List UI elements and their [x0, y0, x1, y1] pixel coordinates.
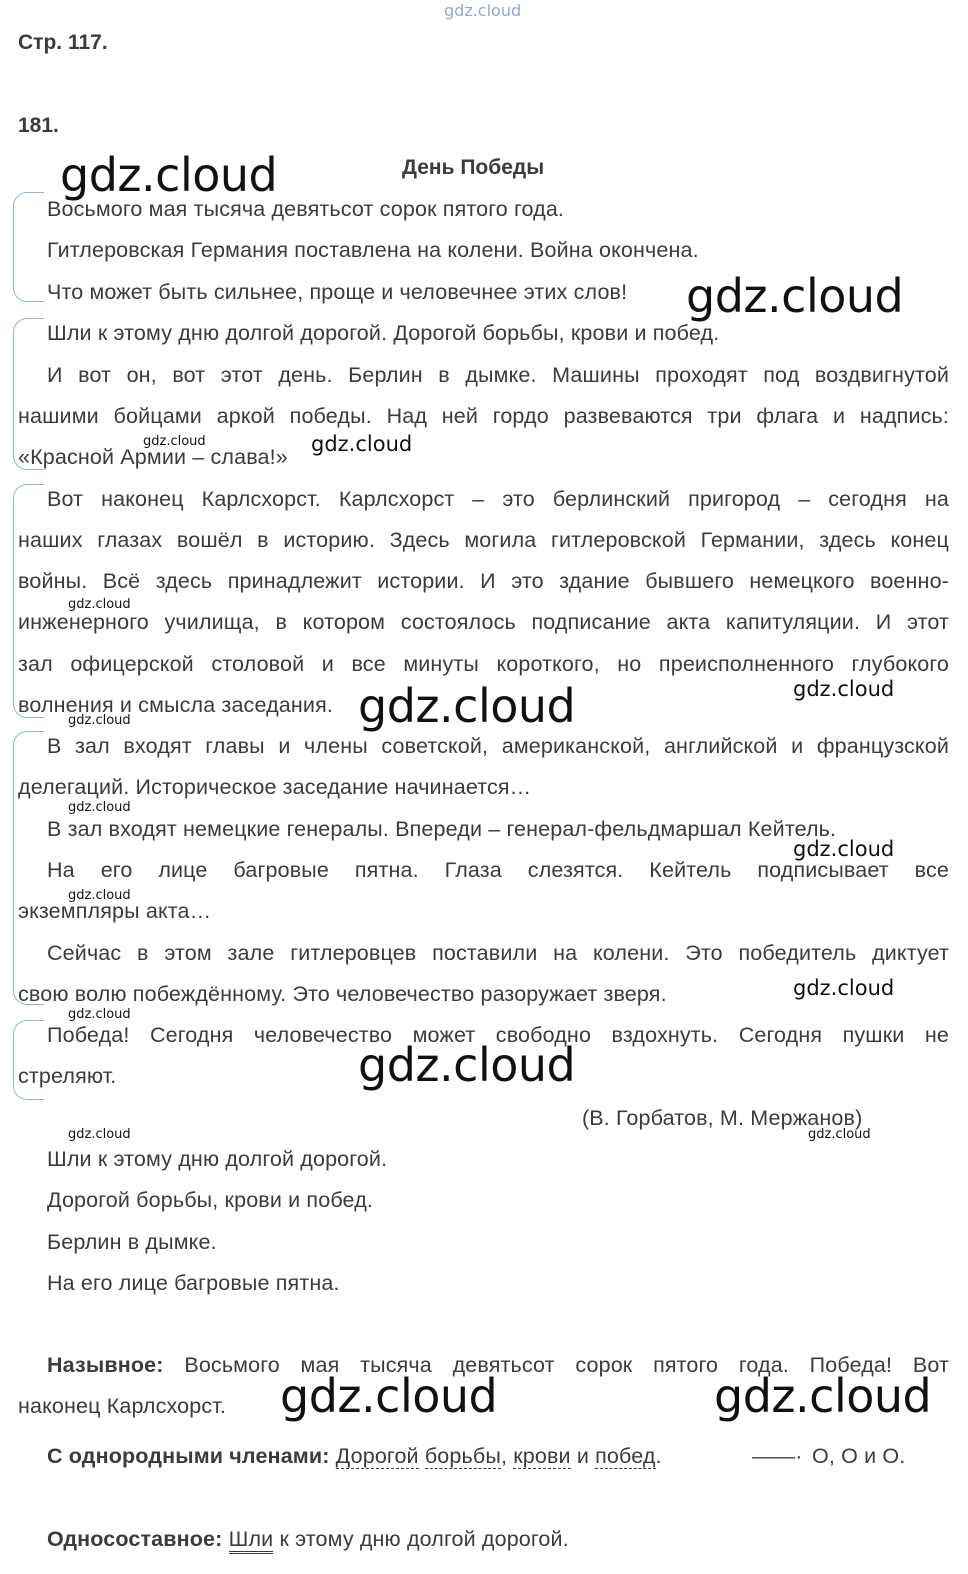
watermark: gdz.cloud — [60, 148, 278, 202]
top-watermark: gdz.cloud — [444, 1, 522, 20]
homogeneous-word: побед — [595, 1444, 656, 1468]
homogeneous-word: Дорогой — [335, 1444, 419, 1468]
watermark: gdz.cloud — [68, 597, 131, 612]
example-sentence: Берлин в дымке. — [47, 1230, 217, 1254]
watermark: gdz.cloud — [358, 1038, 576, 1092]
page-label: Стр. 117. — [18, 31, 108, 54]
watermark: gdz.cloud — [280, 1369, 498, 1423]
text-title: День Победы — [402, 156, 545, 179]
nominal-text-continued: наконец Карлсхорст. — [18, 1394, 227, 1418]
text-line: стреляют. — [18, 1064, 117, 1088]
predicate: Шли — [229, 1527, 274, 1554]
watermark: gdz.cloud — [686, 269, 904, 323]
nominal-text: Восьмого мая тысяча девятьсот сорок пятого года. Победа! Вот — [184, 1353, 949, 1377]
watermark: gdz.cloud — [311, 432, 413, 456]
text-line: «Красной Армии – слава!» — [18, 445, 288, 469]
text-line: зал офицерской столовой и все минуты короткого, но преисполненного глубокого — [18, 652, 949, 676]
text-line: наших глазах вошёл в историю. Здесь могила гитлеровской Германии, здесь конец — [18, 528, 949, 552]
paragraph-bracket — [13, 192, 44, 302]
watermark: gdz.cloud — [793, 837, 895, 861]
watermark: gdz.cloud — [68, 800, 131, 815]
text-line: Что может быть сильнее, проще и человечнее этих слов! — [47, 280, 628, 304]
conjunction: и — [576, 1444, 590, 1468]
text-line: волнения и смысла заседания. — [18, 693, 333, 717]
homogeneous-label: С однородными членами: — [47, 1444, 330, 1468]
text-line: экземпляры акта… — [18, 899, 212, 923]
text-line: Победа! Сегодня человечество может свободно вздохнуть. Сегодня пушки не — [47, 1023, 949, 1047]
text-line: Сейчас в этом зале гитлеровцев поставили на колени. Это победитель диктует — [47, 941, 949, 965]
watermark: gdz.cloud — [793, 677, 895, 701]
watermark: gdz.cloud — [808, 1127, 871, 1142]
homogeneous-line: С однородными членами: Дорогой борьбы, крови и побед. — [47, 1444, 662, 1468]
text-line: На его лице багровые пятна. Глаза слезятся. Кейтель подписывает все — [47, 858, 949, 882]
example-sentence: На его лице багровые пятна. — [47, 1271, 340, 1295]
text-line: В зал входят немецкие генералы. Впереди – генерал-фельдмаршал Кейтель. — [47, 817, 837, 841]
task-number: 181. — [18, 114, 59, 137]
watermark: gdz.cloud — [68, 713, 131, 728]
onepart-line — [47, 1526, 569, 1552]
watermark: gdz.cloud — [714, 1369, 932, 1423]
example-sentence: Шли к этому дню долгой дорогой. — [47, 1147, 388, 1171]
watermark: gdz.cloud — [68, 888, 131, 903]
homogeneous-word: крови — [513, 1444, 571, 1468]
text-line: делегаций. Историческое заседание начинается… — [18, 775, 532, 799]
author-credit: (В. Горбатов, М. Мержанов) — [582, 1106, 863, 1130]
scheme-mark: ——· — [752, 1444, 803, 1468]
nominal-label: Назывное: — [47, 1353, 164, 1377]
text-line: В зал входят главы и члены советской, американской, английской и французской — [47, 734, 949, 758]
onepart-label: Односоставное: — [47, 1527, 223, 1551]
watermark: gdz.cloud — [68, 1127, 131, 1142]
homogeneous-scheme: О, О и О. — [812, 1444, 906, 1468]
text-line: войны. Всё здесь принадлежит истории. И это здание бывшего немецкого военно- — [18, 569, 949, 593]
text-line: И вот он, вот этот день. Берлин в дымке. Машины проходят под воздвигнутой — [47, 363, 949, 387]
text-line: Гитлеровская Германия поставлена на колени. Война окончена. — [47, 238, 699, 262]
text-line: Шли к этому дню долгой дорогой. Дорогой борьбы, крови и побед. — [47, 321, 720, 345]
text-line: Вот наконец Карлсхорст. Карлсхорст – это берлинский пригород – сегодня на — [47, 487, 949, 511]
example-sentence: Дорогой борьбы, крови и побед. — [47, 1188, 374, 1212]
text-line: нашими бойцами аркой победы. Над ней гордо развеваются три флага и надпись: — [18, 404, 949, 428]
onepart-rest: к этому дню долгой дорогой. — [279, 1527, 569, 1551]
text-line: инженерного училища, в котором состоялось подписание акта капитуляции. И этот — [18, 610, 949, 634]
text-line: свою волю побеждённому. Это человечество разоружает зверя. — [18, 982, 667, 1006]
paragraph-bracket — [13, 731, 44, 1005]
text-line: Восьмого мая тысяча девятьсот сорок пятого года. — [47, 197, 565, 221]
watermark: gdz.cloud — [358, 679, 576, 733]
watermark: gdz.cloud — [68, 1007, 131, 1022]
watermark: gdz.cloud — [793, 976, 895, 1000]
paragraph-bracket — [13, 484, 44, 718]
watermark: gdz.cloud — [143, 434, 206, 449]
homogeneous-word: борьбы — [424, 1444, 501, 1468]
